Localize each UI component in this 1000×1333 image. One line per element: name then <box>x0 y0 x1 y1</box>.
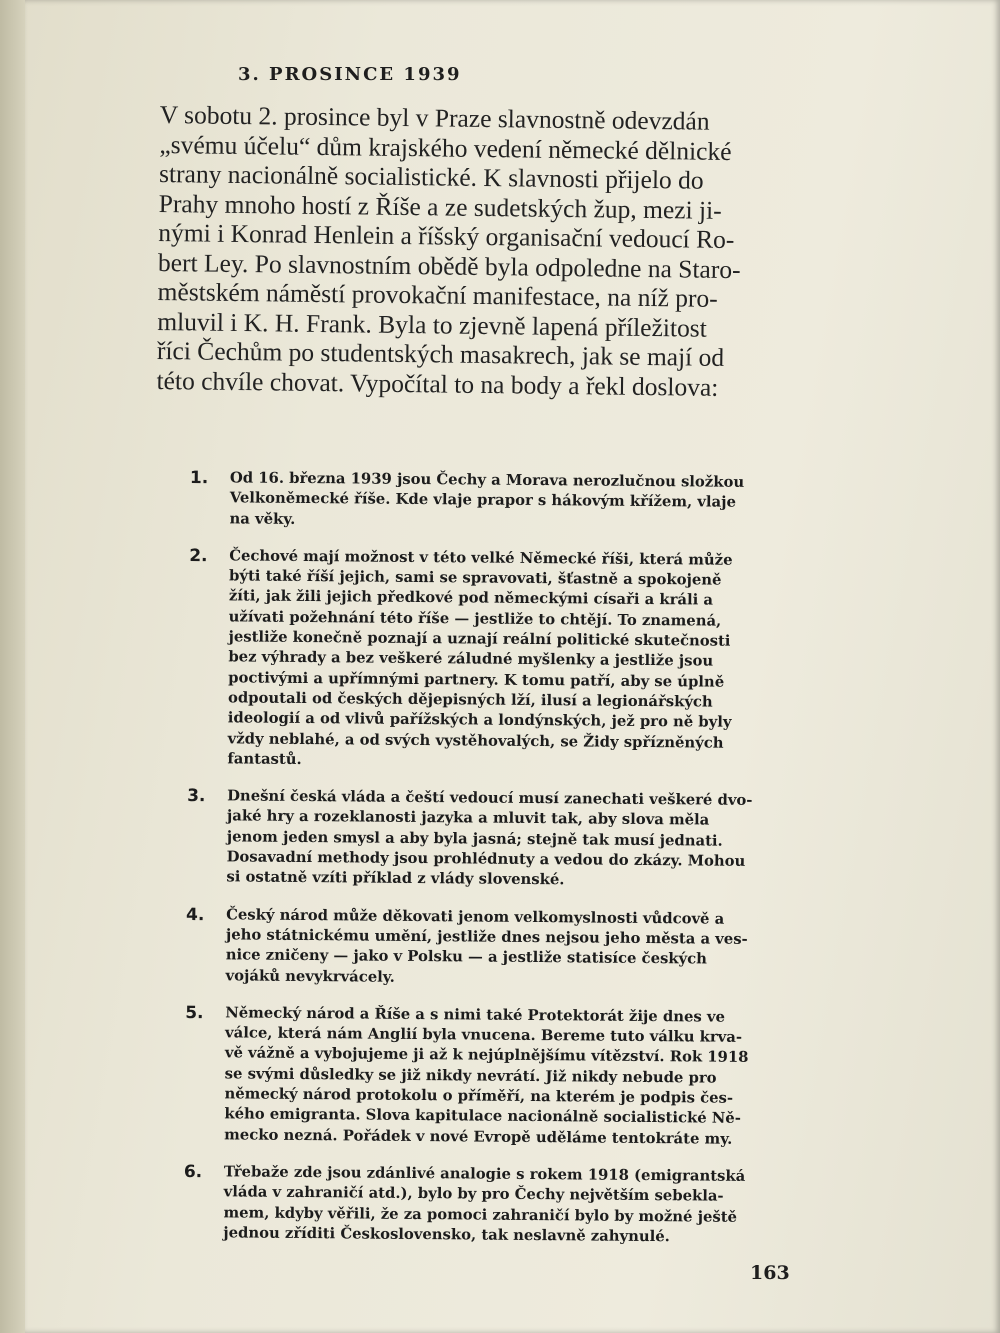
point-line: Dnešní česká vláda a čeští vedoucí musí zanechati veškeré dvo- <box>227 787 753 810</box>
point-line: nice zničeny — jako v Polsku — a jestliže statisíce českých <box>225 946 708 968</box>
intro-line: strany nacionálně socialistické. K slavnosti přijelo do <box>158 158 704 195</box>
point-line: jestliže konečně poznají a uznají reální politické skutečnosti <box>228 628 731 650</box>
point-line: vě vážně a vybojujeme ji až k nejúplnějšímu vítězství. Rok 1918 <box>224 1044 749 1067</box>
intro-paragraph <box>156 100 852 403</box>
intro-line: nými i Konrad Henlein a říšský organisační vedoucí Ro- <box>158 217 735 255</box>
page-edge <box>0 0 25 1333</box>
point-number: 2. <box>189 545 208 567</box>
intro-line: mluvil i K. H. Frank. Byla to zjevně lapená příležitost <box>157 306 707 343</box>
point-line: poctivými a upřímnými partnery. K tomu patří, aby se úplně <box>228 669 725 691</box>
point-1 <box>189 468 855 535</box>
point-line: ideologií a od vlivů pařížských a londýnských, jež pro ně byly <box>227 709 732 732</box>
point-number: 4. <box>186 904 205 925</box>
point-line: mecko nezná. Pořádek v nové Evropě uděláme tentokráte my. <box>224 1125 733 1148</box>
numbered-points <box>183 468 855 1266</box>
point-line: Německý národ a Říše a s nimi také Protektorát žije dnes ve <box>225 1004 725 1026</box>
point-6 <box>183 1162 849 1249</box>
point-line: Čechové mají možnost v této velké Německé říši, která může <box>229 547 733 569</box>
point-line: Od 16. března 1939 jsou Čechy a Morava nerozlučnou složkou <box>229 469 745 491</box>
point-line: Dosavadní methody jsou prohlédnuty a vedou do zkázy. Mohou <box>226 848 746 870</box>
point-line: na věky. <box>229 509 296 528</box>
point-line: Velkoněmecké říše. Kde vlaje prapor s hákovým křížem, vlaje <box>229 489 736 512</box>
point-line: užívati požehnání této říše — jestliže to chtějí. To znamená, <box>228 608 722 630</box>
point-number: 5. <box>185 1002 204 1023</box>
point-line: kého emigranta. Slova kapitulace nacionálně socialistické Ně- <box>224 1105 741 1128</box>
point-text <box>225 905 851 992</box>
point-line: se svými důsledky se již nikdy nevrátí. Již nikdy nebude pro <box>224 1065 717 1087</box>
intro-line: této chvíle chovat. Vypočítal to na body a řekl doslova: <box>156 365 719 402</box>
point-text <box>224 1003 850 1151</box>
point-line: bez výhrady a bez veškeré záludné myšlenky a jestliže jsou <box>228 648 714 670</box>
point-line: si ostatně vzíti příklad z vlády slovenské. <box>226 868 565 889</box>
point-number: 6. <box>183 1161 203 1183</box>
intro-line: „svému účelu“ dům krajského vedení německé dělnické <box>159 129 732 166</box>
point-line: mem, kdyby věřili, že za pomoci zahraničí bylo by možné ještě <box>223 1203 738 1226</box>
point-line: odpoutali od českých dějepisných lží, ilusí a legionářských <box>227 689 713 711</box>
point-4 <box>185 905 851 992</box>
point-line: vojáků nevykrvácely. <box>225 966 395 986</box>
point-line: Český národ může děkovati jenom velkomyslnosti vůdcově a <box>226 905 725 928</box>
point-text <box>227 546 854 775</box>
point-text <box>226 786 852 893</box>
running-header: 3. PROSINCE 1939 <box>238 64 462 85</box>
point-line: jaké hry a rozeklanosti jazyka a mluvit tak, aby slova měla <box>226 807 710 829</box>
point-line: žíti, jak žili jejich předkové pod německými císaři a králi a <box>228 587 714 610</box>
page-number: 163 <box>750 1262 790 1284</box>
intro-line: městském náměstí provokační manifestace, na níž pro- <box>157 276 718 313</box>
point-line: vždy neblahé, a od svých vystěhovalých, se Židy spřízněných <box>227 729 724 752</box>
point-5 <box>184 1003 850 1151</box>
point-line: vláda v zahraničí atd.), bylo by pro Čechy největším sebekla- <box>223 1183 724 1205</box>
point-3 <box>186 786 852 893</box>
point-line: jenom jeden smysl a aby byla jasná; stejně tak musí jednati. <box>226 828 723 850</box>
intro-line: bert Ley. Po slavnostním obědě byla odpoledne na Staro- <box>157 247 741 284</box>
point-text <box>223 1162 849 1249</box>
point-number: 3. <box>187 786 206 807</box>
point-line: býti také říší jejich, sami se spravovati, šťastně a spokojeně <box>228 567 722 589</box>
point-2 <box>187 546 854 775</box>
point-line: jednou zříditi Československo, tak neslavně zahynulé. <box>223 1224 670 1246</box>
point-line: válce, která nám Anglií byla vnucena. Bereme tuto válku krva- <box>224 1024 743 1046</box>
point-line: německý národ protokolu o příměří, na kterém je podpis čes- <box>224 1085 734 1107</box>
point-number: 1. <box>189 468 209 489</box>
point-text <box>229 468 855 534</box>
point-line: Třebaže zde jsou zdánlivé analogie s rokem 1918 (emigrantská <box>223 1163 746 1185</box>
intro-line: Prahy mnoho hostí z Říše a ze sudetských žup, mezi ji- <box>158 188 722 225</box>
point-line: jeho státnickému umění, jestliže dnes nejsou jeho města a ves- <box>225 926 748 948</box>
intro-line: V sobotu 2. prosince byl v Praze slavnostně odevzdán <box>159 100 710 136</box>
intro-line: říci Čechům po studentských masakrech, jak se mají od <box>156 335 725 372</box>
point-line: fantastů. <box>227 750 302 768</box>
